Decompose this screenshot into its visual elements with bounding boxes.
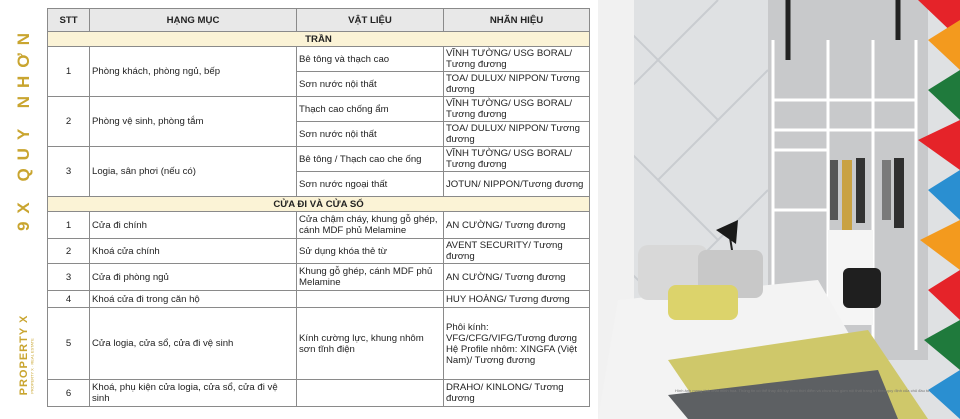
brand-cell: JOTUN/ NIPPON/Tương đương [444, 172, 590, 197]
stt-cell: 5 [48, 308, 90, 380]
item-cell: Khoá, phụ kiện cửa logia, cửa sổ, cửa đi vệ sinh [90, 380, 297, 407]
table-header-row [48, 9, 590, 32]
item-cell: Cửa đi phòng ngủ [90, 264, 297, 291]
table-row [48, 212, 590, 239]
section-title: CỬA ĐI VÀ CỬA SỔ [48, 197, 590, 212]
material-cell [297, 380, 444, 407]
table-row [48, 97, 590, 122]
header-stt: STT [48, 9, 90, 32]
brand-cell: VĨNH TƯỜNG/ USG BORAL/ Tương đương [444, 97, 590, 122]
project-title: 9X QUY NHƠN [14, 24, 33, 232]
item-cell: Khoá cửa chính [90, 239, 297, 264]
material-cell [297, 291, 444, 308]
stt-cell: 6 [48, 380, 90, 407]
table-row [48, 47, 590, 72]
stt-cell: 2 [48, 97, 90, 147]
bedroom-photo [598, 0, 960, 419]
table-row [48, 291, 590, 308]
brand-cell: DRAHO/ KINLONG/ Tương đương [444, 380, 590, 407]
item-cell: Phòng vệ sinh, phòng tắm [90, 97, 297, 147]
material-cell: Cửa chậm cháy, khung gỗ ghép, cánh MDF phủ Melamine [297, 212, 444, 239]
material-cell: Bê tông / Thạch cao che ống [297, 147, 444, 172]
brand-cell: Phôi kính: VFG/CFG/VIFG/Tương đương Hệ Profile nhôm: XINGFA (Việt Nam)/ Tương đương [444, 308, 590, 380]
brand-cell: VĨNH TƯỜNG/ USG BORAL/ Tương đương [444, 47, 590, 72]
material-cell: Thạch cao chống ẩm [297, 97, 444, 122]
table-row [48, 308, 590, 380]
item-cell: Logia, sân phơi (nếu có) [90, 147, 297, 197]
item-cell: Phòng khách, phòng ngủ, bếp [90, 47, 297, 97]
material-cell: Bê tông và thạch cao [297, 47, 444, 72]
table-row [48, 147, 590, 172]
brand-cell: VĨNH TƯỜNG/ USG BORAL/ Tương đương [444, 147, 590, 172]
stt-cell: 1 [48, 212, 90, 239]
brand-cell: AVENT SECURITY/ Tương đương [444, 239, 590, 264]
brand-logo: PROPERTY X PROPERTY X · REAL ESTATE [18, 314, 35, 396]
brand-cell: AN CƯỜNG/ Tương đương [444, 212, 590, 239]
table-row [48, 264, 590, 291]
spec-table [47, 8, 590, 407]
stt-cell: 2 [48, 239, 90, 264]
image-caption: Hình ảnh mang tính chất minh họa. Thông tin có thể thay đổi tùy theo thời điểm và chưa bao gồm nội thất trang trí theo quy định của chủ đầu tư. [675, 388, 931, 393]
stt-cell: 3 [48, 147, 90, 197]
header-item: HẠNG MỤC [90, 9, 297, 32]
material-cell: Sơn nước ngoại thất [297, 172, 444, 197]
section-row [48, 197, 590, 212]
item-cell: Cửa đi chính [90, 212, 297, 239]
material-cell: Kính cường lực, khung nhôm sơn tĩnh điện [297, 308, 444, 380]
material-cell: Sơn nước nội thất [297, 72, 444, 97]
brand-cell: TOA/ DULUX/ NIPPON/ Tương đương [444, 72, 590, 97]
table-row [48, 239, 590, 264]
section-title: TRẦN [48, 32, 590, 47]
stt-cell: 1 [48, 47, 90, 97]
table-row [48, 380, 590, 407]
material-cell: Khung gỗ ghép, cánh MDF phủ Melamine [297, 264, 444, 291]
brand-cell: HUY HOÀNG/ Tương đương [444, 291, 590, 308]
material-cell: Sơn nước nội thất [297, 122, 444, 147]
section-row [48, 32, 590, 47]
material-cell: Sử dụng khóa thẻ từ [297, 239, 444, 264]
stt-cell: 4 [48, 291, 90, 308]
stt-cell: 3 [48, 264, 90, 291]
header-brand: NHÃN HIỆU [444, 9, 590, 32]
item-cell: Cửa logia, cửa sổ, cửa đi vệ sinh [90, 308, 297, 380]
item-cell: Khoá cửa đi trong căn hộ [90, 291, 297, 308]
header-material: VẬT LIỆU [297, 9, 444, 32]
brand-cell: TOA/ DULUX/ NIPPON/ Tương đương [444, 122, 590, 147]
brand-cell: AN CƯỜNG/ Tương đương [444, 264, 590, 291]
